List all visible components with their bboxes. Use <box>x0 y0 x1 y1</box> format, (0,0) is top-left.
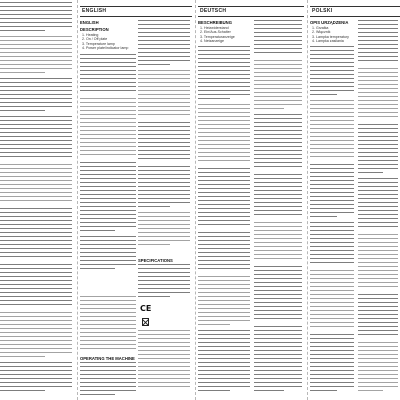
text-paragraph <box>358 294 398 338</box>
text-paragraph <box>358 124 398 174</box>
text-paragraph <box>198 46 250 100</box>
text-paragraph <box>0 312 72 358</box>
text-paragraph <box>0 36 72 74</box>
list-item: 1. Heizwiderstand <box>200 26 229 30</box>
text-paragraph <box>80 296 136 352</box>
text-paragraph <box>80 162 136 232</box>
list-item: 2. Włącznik <box>312 30 331 35</box>
parts-list <box>82 33 128 51</box>
text-paragraph <box>358 178 398 230</box>
section-heading: OPIS URZĄDZENIA <box>310 20 349 25</box>
language-label: ENGLISH <box>82 8 107 14</box>
ce-mark-icon: CE <box>140 304 152 313</box>
column-1 <box>0 0 74 400</box>
text-paragraph <box>0 116 72 160</box>
text-paragraph <box>0 78 72 112</box>
list-item: 3. Temperaturanzeige <box>200 34 235 39</box>
parts-list <box>200 26 235 44</box>
text-paragraph <box>310 164 354 218</box>
column-english <box>80 0 192 400</box>
text-paragraph <box>0 362 72 392</box>
language-label: DEUTSCH <box>200 8 227 14</box>
text-paragraph <box>254 60 302 110</box>
list-item: 1. Grzałka <box>312 26 329 30</box>
text-paragraph <box>0 2 72 32</box>
text-paragraph <box>138 70 190 118</box>
text-paragraph <box>198 168 250 228</box>
text-paragraph <box>0 164 72 204</box>
text-paragraph <box>138 330 190 390</box>
section-heading: SPECIFICATIONS <box>138 258 173 263</box>
text-paragraph <box>138 20 190 66</box>
text-paragraph <box>198 104 250 164</box>
text-paragraph <box>0 264 72 308</box>
language-label: POLSKI <box>312 8 333 14</box>
text-paragraph <box>138 264 190 298</box>
text-paragraph <box>254 114 302 170</box>
text-paragraph <box>358 68 398 120</box>
text-paragraph <box>138 166 190 208</box>
list-item: 2. On / Off plate <box>82 37 108 42</box>
text-paragraph <box>310 270 354 330</box>
text-paragraph <box>254 326 302 392</box>
list-item: 2. Ein/Aus-Schalter <box>200 30 231 35</box>
list-item: 1. Heating <box>82 33 99 37</box>
fold-line <box>307 0 309 400</box>
list-item: 4. Lampka zasilania <box>312 39 344 44</box>
list-item: 4. Power plate/indicator lamp <box>82 46 129 51</box>
column-deutsch <box>198 0 304 400</box>
list-item: 3. Lampka temperatury <box>312 34 349 39</box>
text-paragraph <box>198 232 250 272</box>
weee-bin-icon <box>142 318 149 326</box>
fold-line <box>77 0 79 400</box>
text-paragraph <box>358 342 398 392</box>
text-paragraph <box>138 122 190 162</box>
text-paragraph <box>254 266 302 322</box>
text-paragraph <box>254 20 302 56</box>
column-polski <box>310 0 400 400</box>
section-heading: DESCRIPTION <box>80 27 109 32</box>
text-paragraph <box>198 330 250 392</box>
section-heading: OPERATING THE MACHINE <box>80 356 135 361</box>
text-paragraph <box>310 100 354 160</box>
text-paragraph <box>198 276 250 326</box>
text-paragraph <box>80 54 136 94</box>
text-paragraph <box>0 208 72 260</box>
section-heading: BESCHREIBUNG <box>198 20 232 25</box>
list-item: 4. Netzanzeige <box>200 39 224 44</box>
text-paragraph <box>254 174 302 218</box>
text-paragraph <box>254 222 302 262</box>
text-paragraph <box>80 362 136 396</box>
text-paragraph <box>138 212 190 246</box>
section-heading: ENGLISH <box>80 20 99 25</box>
text-paragraph <box>358 234 398 290</box>
list-item: 3. Temperature lamp <box>82 41 115 46</box>
text-paragraph <box>80 236 136 270</box>
text-paragraph <box>358 20 398 64</box>
text-paragraph <box>80 98 136 158</box>
text-paragraph <box>310 222 354 266</box>
fold-line <box>195 0 197 400</box>
parts-list <box>312 26 349 44</box>
text-paragraph <box>310 46 354 96</box>
text-paragraph <box>310 334 354 392</box>
